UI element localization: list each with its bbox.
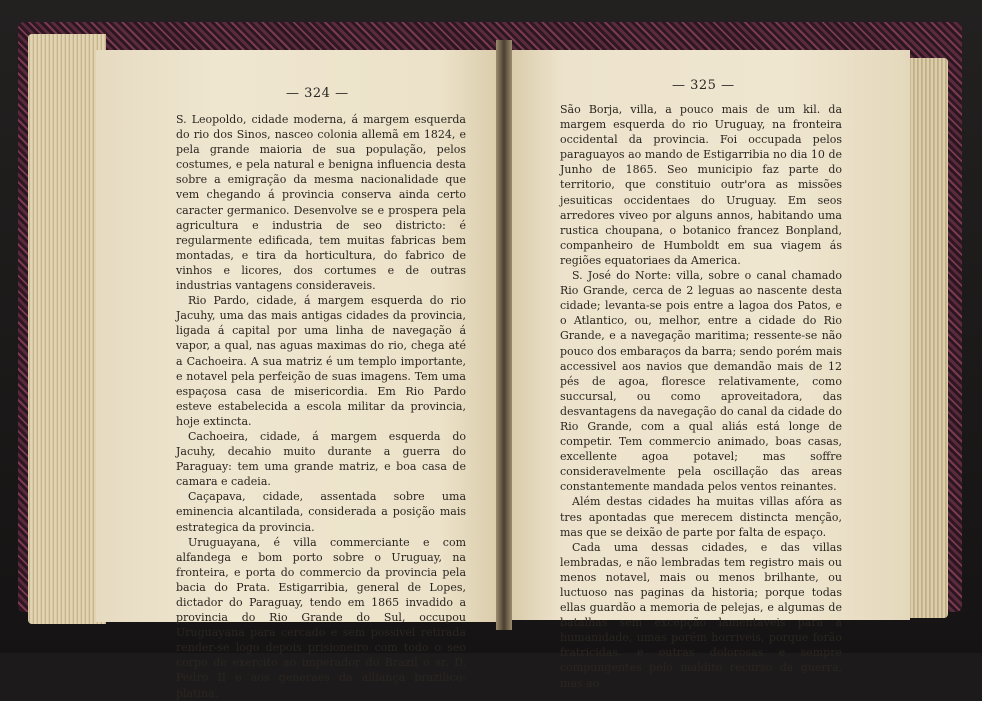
- left-page-number: — 324 —: [286, 86, 349, 101]
- paragraph: São Borja, villa, a pouco mais de um kil. da margem esquerda do rio Uruguay, na fronteira occidental da provincia. Foi occupada pelos paraguayos ao mando de Estigarribia no dia 10 de Junho de 1865. Seo municipio faz parte do territorio, que constituio outr'ora as missões jesuiticas occidentaes do Uruguay. Em seos arredores viveo por alguns annos, habitando uma rustica choupana, o botanico francez Bonpland, companheiro de Humboldt em sua viagem ás regiões equatoriaes da America.: [560, 103, 842, 267]
- page-block-left: [28, 34, 106, 624]
- paragraph: S. Leopoldo, cidade moderna, á margem esquerda do rio dos Sinos, nasceo colonia allemã em 1824, e pela grande maioria de sua população, pelos costumes, e pela natural e benigna influencia desta sobre a emigração da mesma nacionalidade que vem chegando á provincia conserva ainda certo caracter germanico. Desenvolve se e prospera pela agricultura e industria de seo districto: é regularmente edificada, tem muitas fabricas bem montadas, e tira da horticultura, do fabrico de vinhos e licores, dos cortumes e de outras industrias vantagens consideraveis.: [176, 113, 466, 293]
- right-page-text: [560, 102, 842, 691]
- paragraph: Além destas cidades ha muitas villas afóra as tres apontadas que merecem distincta menção, mas que se deixão de parte por falta de espaço.: [560, 495, 842, 539]
- paragraph: Cachoeira, cidade, á margem esquerda do Jacuhy, decahio muito durante a guerra do Paraguay: tem uma grande matriz, e boa casa de camara e cadeia.: [176, 429, 466, 489]
- page-block-right: [906, 58, 948, 618]
- right-page-number: — 325 —: [672, 78, 735, 93]
- left-page-text: [176, 112, 466, 701]
- paragraph: Rio Pardo, cidade, á margem esquerda do rio Jacuhy, uma das mais antigas cidades da provincia, ligada á capital por uma linha de navegação á vapor, a qual, nas aguas maximas do rio, chega até a Cachoeira. A sua matriz é um templo importante, e notavel pela perfeição de suas imagens. Tem uma espaçosa casa de misericordia. Em Rio Pardo esteve estabelecida a escola militar da provincia, hoje extincta.: [176, 294, 466, 428]
- paragraph: Uruguayana, é villa commerciante e com alfandega e bom porto sobre o Uruguay, na fronteira, e porta do commercio da provincia pela bacia do Prata. Estigarribia, general de Lopes, dictador do Paraguay, tendo em 1865 invadido a provincia do Rio Grande do Sul, occupou Uruguayana para cercado e sem possivel retirada render-se logo depois prisioneiro com todo o seo corpo de exercito ao imperador do Brazil o sr. D. Pedro II e aos generaes da alliança brazilico-platina.: [176, 535, 466, 700]
- book-gutter: [496, 40, 512, 630]
- paragraph: Cada uma dessas cidades, e das villas lembradas, e não lembradas tem registro mais ou menos notavel, mais ou menos brilhante, ou luctuoso nas paginas da historia; porque todas ellas guardão a memoria de pelejas, e algumas de batalhas sem excepção lamentaveis para a humanidade, umas porém horriveis, porque forão fratricidas, e outras dolorosas e sempre compungentes pelo maldito recurso da guerra, mas ao: [560, 540, 842, 690]
- paragraph: Caçapava, cidade, assentada sobre uma eminencia alcantilada, considerada a posição mais estrategica da provincia.: [176, 490, 466, 534]
- paragraph: S. José do Norte: villa, sobre o canal chamado Rio Grande, cerca de 2 leguas ao nascente desta cidade; levanta-se pois entre a lagoa dos Patos, e o Atlantico, ou, melhor, entre a cidade do Rio Grande, e a navegação maritima; ressente-se não pouco dos embaraços da barra; sendo porém mais accessivel aos navios que demandão mais de 12 pés de agoa, floresce relativamente, como succursal, ou como aproveitadora, das desvantagens da navegação do canal da cidade do Rio Grande, com a qual aliás está longe de competir. Tem commercio animado, boas casas, excellente agoa potavel; mas soffre consideravelmente pela oscillação das areas constantemente mandada pelos ventos reinantes.: [560, 269, 842, 494]
